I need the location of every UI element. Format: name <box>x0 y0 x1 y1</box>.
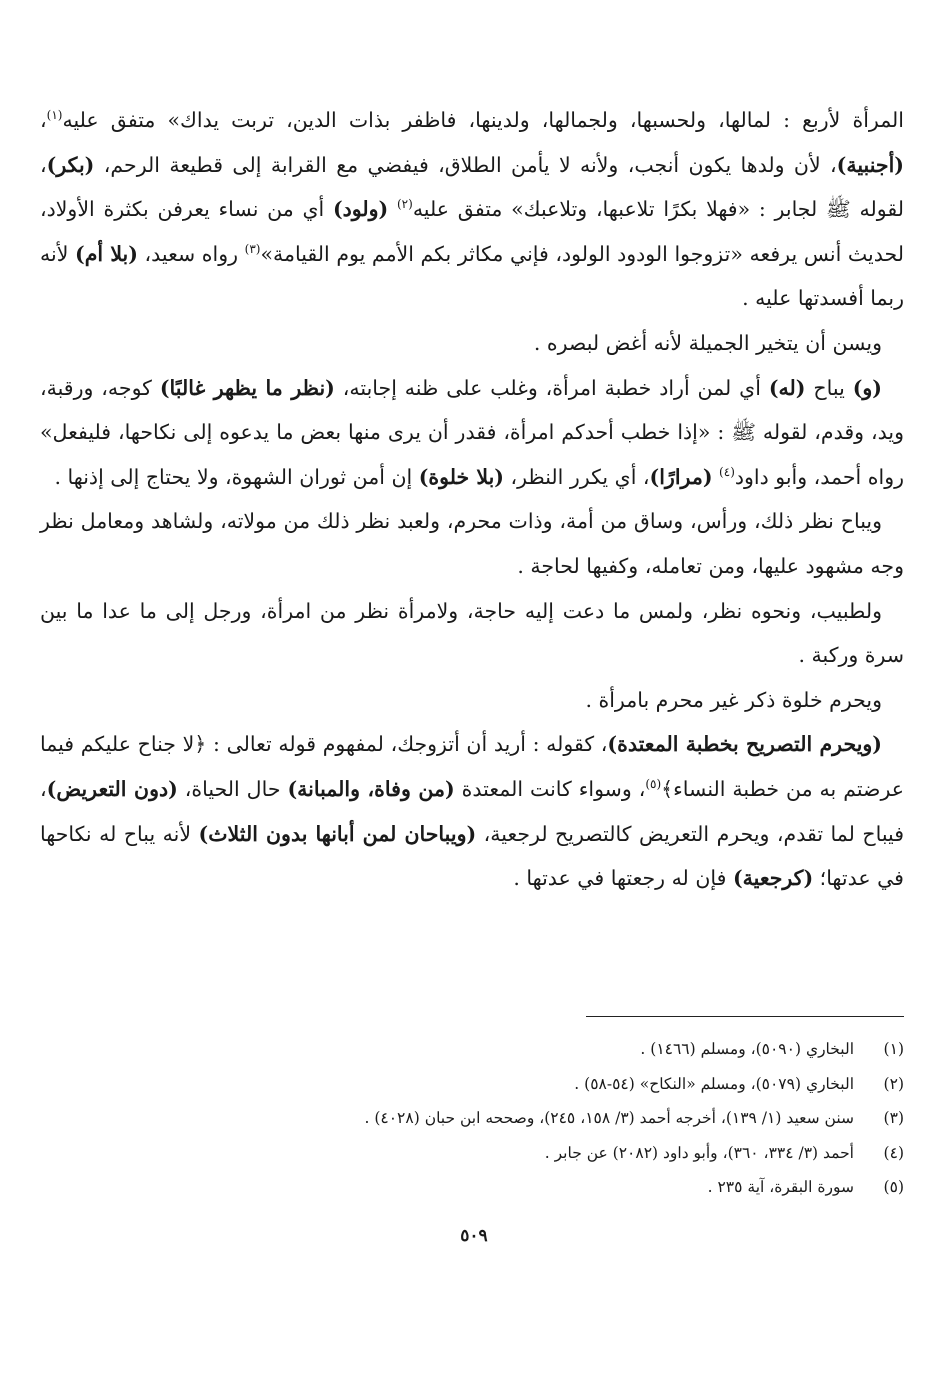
text-run: ، كقوله : أريد أن أتزوجك، لمفهوم قوله تعالى : ﴿لا جناح عليكم فيما عرضتم به من خطبة النساء﴾ <box>40 732 904 801</box>
bold-term: (دون التعريض) <box>46 776 178 801</box>
bold-term: (بلا خلوة) <box>418 464 504 489</box>
bold-term: (مرارًا) <box>649 464 713 489</box>
footnote-text: سورة البقرة، آية ٢٣٥ . <box>707 1178 854 1196</box>
bold-term: (ويباحان لمن أبانها بدون الثلاث) <box>198 821 477 846</box>
text-run: ولطبيب، ونحوه نظر، ولمس ما دعت إليه حاجة، ولامرأة نظر من امرأة، ورجل إلى ما عدا ما بين سرة وركبة . <box>40 598 904 668</box>
footnote-number: (٣) <box>883 1109 904 1127</box>
text-run: رواه سعيد، <box>137 241 245 266</box>
text-run: المرأة لأربع : لمالها، ولحسبها، ولجمالها، ولدينها، فاظفر بذات الدين، تربت يداك» متفق عليه <box>62 108 904 132</box>
footnote-ref: (٥) <box>645 777 662 792</box>
bold-term: (ولود) <box>332 197 389 222</box>
text-run: إن أمن ثوران الشهوة، ولا يحتاج إلى إذنها . <box>54 464 419 489</box>
footnote-item <box>40 1144 904 1179</box>
footnote-ref: (٣) <box>244 241 261 256</box>
bold-term: (بكر) <box>46 152 95 177</box>
text-run: يباح <box>805 375 853 400</box>
paragraph <box>40 678 904 723</box>
footnote-text: سنن سعيد (١/ ١٣٩)، أخرجه أحمد (٣/ ١٥٨، ٢٤٥)، وصححه ابن حبان (٤٠٢٨) . <box>364 1109 854 1127</box>
footnote-item <box>40 1040 904 1075</box>
footnote-number: (٤) <box>883 1143 904 1162</box>
text-run: أي لمن أراد خطبة امرأة، وغلب على ظنه إجابته، <box>334 375 769 400</box>
text-run: ويباح نظر ذلك، ورأس، وساق من أمة، وذات محرم، ولعبد نظر ذلك من مولاته، ولشاهد ومعامل نظر وجه مشهود عليها، ومن تعامله، وكفيها لحاجة . <box>40 509 904 578</box>
paragraph <box>40 366 904 500</box>
footnote-ref: (٤) <box>719 464 735 479</box>
paragraph <box>40 321 904 366</box>
footnote-number: (١) <box>883 1040 904 1058</box>
bold-term: (أجنبية) <box>836 152 904 177</box>
footnote-number: (٥) <box>883 1178 904 1196</box>
bold-term: (بلا أم) <box>75 241 138 266</box>
text-run <box>388 197 397 221</box>
footnote-ref: (٢) <box>396 197 413 212</box>
text-run: ويسن أن يتخير الجميلة لأنه أغض لبصره . <box>533 330 882 355</box>
paragraph <box>40 98 904 321</box>
paragraph <box>40 499 904 588</box>
bold-term: (من وفاة، والمبانة) <box>287 776 455 801</box>
footnote-text: أحمد (٣/ ٣٣٤، ٣٦٠)، وأبو داود (٢٠٨٢) عن جابر . <box>544 1143 854 1162</box>
text-run: ، فيباح لما تقدم، ويحرم التعريض كالتصريح لرجعية، <box>40 776 905 846</box>
bold-term: (كرجعية) <box>732 866 814 891</box>
footnote-item <box>40 1075 904 1110</box>
paragraph <box>40 722 904 900</box>
footnote-number: (٢) <box>883 1074 904 1093</box>
footnotes <box>40 1040 904 1213</box>
footnote-item <box>40 1109 904 1144</box>
bold-term: (و) <box>852 375 882 400</box>
text-run: ، <box>40 108 47 132</box>
text-run: ، لقوله ﷺ لجابر : «فهلا بكرًا تلاعبها، وتلاعبك» متفق عليه <box>40 152 904 222</box>
footnote-text: البخاري (٥٠٩٠)، ومسلم (١٤٦٦) . <box>640 1040 854 1058</box>
text-run: ، أي يكرر النظر، <box>503 464 650 489</box>
text-run: حال الحياة، <box>177 776 288 801</box>
footnote-text: البخاري (٥٠٧٩)، ومسلم «النكاح» (٥٤-٥٨) . <box>574 1074 854 1093</box>
text-run: كوجه، ورقبة، ويد، وقدم، لقوله ﷺ : «إذا خطب أحدكم امرأة، فقدر أن يرى منها بعض ما يدعوه إلى نكاحها، فليفعل» رواه أحمد، وأبو داود <box>40 375 904 489</box>
text-run: ، وسواء كانت المعتدة <box>454 776 646 801</box>
page-number: ٥٠٩ <box>460 1226 488 1246</box>
text-run: لأنه ربما أفسدتها عليه . <box>40 241 904 311</box>
footnote-ref: (١) <box>46 108 63 123</box>
footnote-item <box>40 1178 904 1213</box>
bold-term: (نظر ما يظهر غالبًا) <box>159 375 335 400</box>
main-text <box>40 98 904 901</box>
paragraph <box>40 589 904 678</box>
footnote-divider <box>586 1016 904 1017</box>
text-run: فإن له رجعتها في عدتها . <box>513 866 733 891</box>
text-run: لأنه يباح له نكاحها في عدتها؛ <box>40 821 904 891</box>
text-run: أي من نساء يعرفن بكثرة الأولاد، لحديث أنس يرفعه «تزوجوا الودود الولود، فإني مكاثر بكم الأمم يوم القيامة» <box>40 197 904 266</box>
text-run: ويحرم خلوة ذكر غير محرم بامرأة . <box>585 687 882 712</box>
bold-term: (ويحرم التصريح بخطبة المعتدة) <box>607 732 882 757</box>
bold-term: (له) <box>768 375 806 400</box>
text-run: ، لأن ولدها يكون أنجب، ولأنه لا يأمن الطلاق، فيفضي مع القرابة إلى قطيعة الرحم، <box>94 152 837 177</box>
